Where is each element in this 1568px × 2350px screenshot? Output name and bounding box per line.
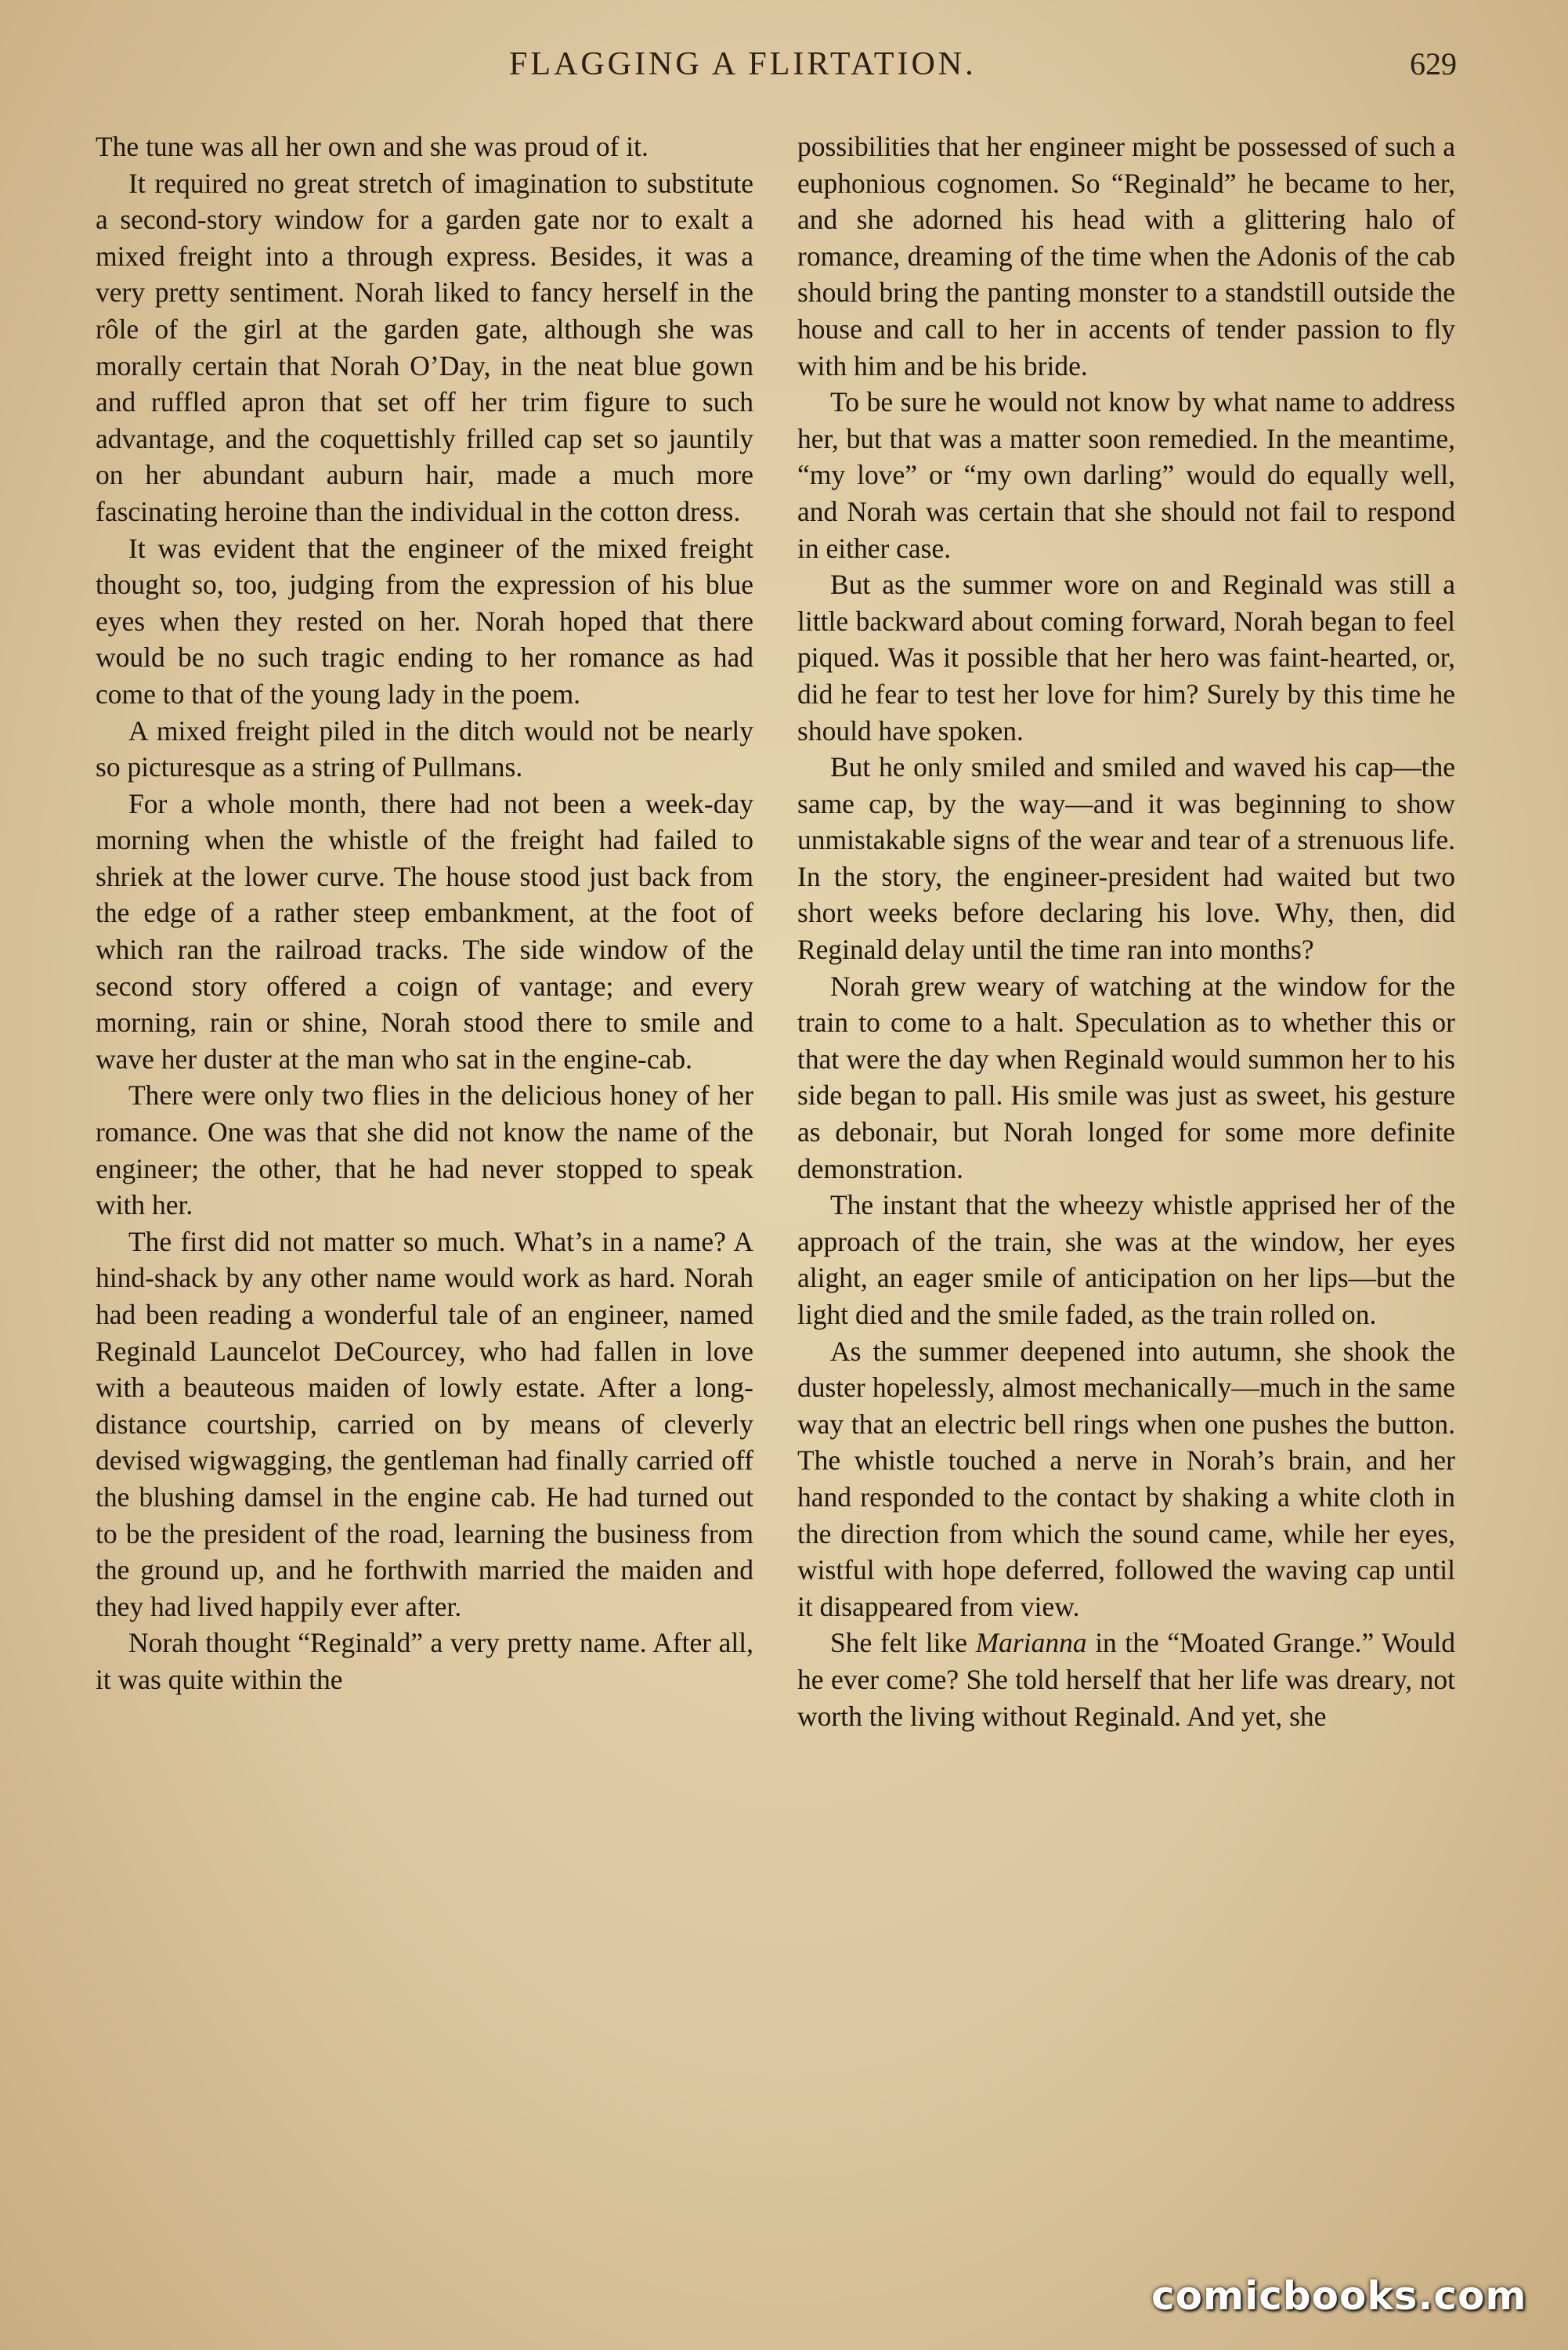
paragraph: For a whole month, there had not been a week-day morning when the whistle of the freight had failed to shriek at the lower curve. The house stood just back from the edge of a rather steep embankment, at the foot of which ran the railroad tracks. The side window of the second story offered a coign of vantage; and every morning, rain or shine, Norah stood there to smile and wave her duster at the man who sat in the engine-cab. [96,787,753,1075]
paragraph: possibilities that her engineer might be possessed of such a euphonious cognomen. So “Reginald” he became to her, and she adorned his head with a glittering halo of romance, dreaming of the time when the Adonis of the cab should bring the panting monster to a standstill outside the house and call to her in accents of tender passion to fly with him and be his bride. [797,131,1455,381]
paragraph-text: She felt like [830,1627,976,1659]
running-title: FLAGGING A FLIRTATION. [509,46,977,82]
paragraph: It required no great stretch of imagination to substitute a second-story window for a garden gate nor to exalt a mixed freight into a through express. Besides, it was a very pretty sentiment. Norah liked to fancy herself in the rôle of the girl at the garden gate, although she was morally certain that Norah O’Day, in the neat blue gown and ruffled apron that set off her trim figure to such advantage, and the coquettishly frilled cap set so jauntily on her abundant auburn hair, made a much more fascinating heroine than the individual in the cotton dress. [96,167,753,527]
paragraph: There were only two flies in the delicious honey of her romance. One was that she did not know the name of the engineer; the other, that he had never stopped to speak with her. [96,1079,753,1221]
right-column [797,128,1455,1734]
paragraph: A mixed freight piled in the ditch would not be nearly so picturesque as a string of Pullmans. [96,714,753,783]
italic-title: Marianna [975,1627,1087,1659]
paragraph: To be sure he would not know by what name to address her, but that was a matter soon remedied. In the meantime, “my love” or “my own darling” would do equally well, and Norah was certain that she should not fail to respond in either case. [797,386,1455,564]
watermark: comicbooks.com [1151,2273,1527,2319]
paragraph-text: in the “Moated Grange.” Would he ever come? She told herself that her life was dreary, not worth the living without Reginald. And yet, she [797,1627,1456,1732]
paragraph [797,1625,1455,1734]
paragraph: Norah thought “Reginald” a very pretty name. After all, it was quite within the [96,1627,753,1695]
paragraph: But as the summer wore on and Reginald was still a little backward about coming forward, Norah began to feel piqued. Was it possible that her hero was faint-hearted, or, did he fear to test her love for him? Surely by this time he should have spoken. [797,569,1455,747]
paragraph: The first did not matter so much. What’s in a name? A hind-shack by any other name would work as hard. Norah had been reading a wonderful tale of an engineer, named Reginald Launcelot DeCourcey, who had fallen in love with a beauteous maiden of lowly estate. After a long-distance courtship, carried on by means of cleverly devised wigwagging, the gentleman had finally carried off the blushing damsel in the engine cab. He had turned out to be the president of the road, learning the business from the ground up, and he forthwith married the maiden and they had lived happily ever after. [96,1225,753,1622]
paragraph: The instant that the wheezy whistle apprised her of the approach of the train, she was at the window, her eyes alight, an eager smile of anticipation on her lips—but the light died and the smile faded, as the train rolled on. [797,1189,1455,1330]
page-number: 629 [1410,46,1457,81]
paragraph: The tune was all her own and she was proud of it. [96,131,649,162]
paragraph: As the summer deepened into autumn, she shook the duster hopelessly, almost mechanically—much in the same way that an electric bell rings when one pushes the button. The whistle touched a nerve in Norah’s brain, and her hand responded to the contact by shaking a white cloth in the direction from which the sound came, while her eyes, wistful with hope deferred, followed the waving cap until it disappeared from view. [797,1335,1455,1622]
page-header [0,45,1568,92]
paragraph: Norah grew weary of watching at the window for the train to come to a halt. Speculation as to whether this or that were the day when Reginald would summon her to his side began to pall. His smile was just as sweet, his gesture as debonair, but Norah longed for some more definite demonstration. [797,970,1455,1184]
paragraph: But he only smiled and smiled and waved his cap—the same cap, by the way—and it was beginning to show unmistakable signs of the wear and tear of a strenuous life. In the story, the engineer-president had waited but two short weeks before declaring his love. Why, then, did Reginald delay until the time ran into months? [797,751,1455,966]
paragraph: It was evident that the engineer of the mixed freight thought so, too, judging from the expression of his blue eyes when they rested on her. Norah hoped that there would be no such tragic ending to her romance as had come to that of the young lady in the poem. [96,532,753,710]
left-column [96,128,753,1698]
